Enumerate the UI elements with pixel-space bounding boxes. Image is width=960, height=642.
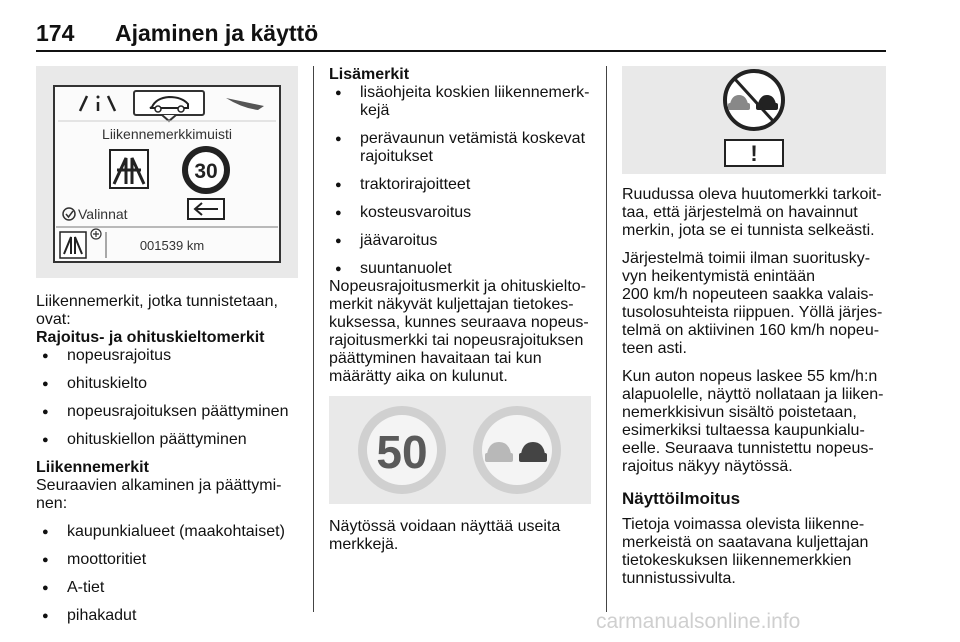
intro-line-2: ovat: <box>36 311 71 328</box>
heading-display-message: Näyttöilmoitus <box>622 489 741 508</box>
intro-line-1: Liikennemerkit, jotka tunnistetaan, <box>36 293 278 310</box>
list-item-line: rajoitukset <box>360 148 433 165</box>
para-line: rajoitusmerkki tai nopeusrajoituksen <box>329 332 584 349</box>
para-line: määrätty aika on kulunut. <box>329 368 508 385</box>
list-item: ● ohituskiellon päättyminen <box>36 431 298 449</box>
watermark: carmanualsonline.info <box>596 610 801 633</box>
intro2-line-1: Seuraavien alkaminen ja päättymi- <box>36 477 282 494</box>
para-line: taa, että järjestelmä on havainnut <box>622 204 858 221</box>
para-line: merkeistä on saatavana kuljettajan <box>622 534 869 551</box>
list-item-line: kejä <box>360 102 390 119</box>
car-tab-icon <box>134 91 204 115</box>
list-item: ● pihakadut <box>36 607 298 625</box>
para-line: Kun auton nopeus laskee 55 km/h:n <box>622 368 878 385</box>
heading-restriction-signs: Rajoitus- ja ohituskieltomerkit <box>36 329 265 346</box>
options-label: Valinnat <box>78 206 128 222</box>
para-line: esimerkiksi tultaessa kaupunkialu- <box>622 422 865 439</box>
heading-traffic-signs: Liikennemerkit <box>36 459 149 476</box>
para-line: tusolosuhteista riippuen. Yöllä järjes- <box>622 304 883 321</box>
display-figure <box>36 66 298 278</box>
para-line: telmä on aktiivinen 160 km/h nopeu- <box>622 322 880 339</box>
list-item: ● jäävaroitus <box>329 232 594 250</box>
list-item <box>329 84 594 120</box>
caption-line: Näytössä voidaan näyttää useita <box>329 518 561 535</box>
para-line: tunnistussivulta. <box>622 570 736 587</box>
para-line: teen asti. <box>622 340 687 357</box>
para-line: eelle. Seuraava tunnistettu nopeus- <box>622 440 874 457</box>
end-restriction-image <box>622 66 886 174</box>
page-header <box>36 20 886 52</box>
para-line: merkin, jota se ei tunnista selkeästi. <box>622 222 875 239</box>
list-item: ● kaupunkialueet (maakohtaiset) <box>36 523 298 541</box>
exclamation-mark: ! <box>750 141 758 166</box>
list-item: ● nopeusrajoitus <box>36 347 298 365</box>
speed-sign-value: 30 <box>194 160 218 183</box>
list-item: ● nopeusrajoituksen päättyminen <box>36 403 298 421</box>
header-rule <box>36 50 886 52</box>
display-title: Liikennemerkkimuisti <box>102 126 232 142</box>
motorway-small-icon <box>60 232 86 258</box>
para-line: päättyminen havaitaan tai kun <box>329 350 542 367</box>
display-screen-image <box>36 66 298 278</box>
para-line: vyn heikentymistä enintään <box>622 268 815 285</box>
caption-line: merkkejä. <box>329 536 399 553</box>
para-line: nemerkkisivun sisältö poistetaan, <box>622 404 857 421</box>
list-item <box>329 130 594 166</box>
column-2 <box>329 66 594 554</box>
para-line: Ruudussa oleva huutomerkki tarkoit- <box>622 186 882 203</box>
para-line: Järjestelmä toimii ilman suoritusky- <box>622 250 871 267</box>
speed-sign-value: 50 <box>376 426 428 478</box>
list-item: ● traktorirajoitteet <box>329 176 594 194</box>
list-item-line: ● lisäohjeita koskien liikennemerk- <box>360 84 590 101</box>
list-item: ● suuntanuolet <box>329 260 594 278</box>
list-item: ● ohituskielto <box>36 375 298 393</box>
para-line: tietokeskuksen liikennemerkkien <box>622 552 852 569</box>
page-number: 174 <box>36 20 75 46</box>
signs-image <box>329 396 591 504</box>
end-restriction-figure <box>622 66 886 174</box>
page-title: Ajaminen ja käyttö <box>115 20 319 46</box>
para-line: merkit näkyvät kuljettajan tietokes- <box>329 296 574 313</box>
intro2-line-2: nen: <box>36 495 68 512</box>
column-divider-1 <box>313 66 314 612</box>
signs-figure <box>329 396 591 504</box>
list-item: ● moottoritiet <box>36 551 298 569</box>
para-line: kuksessa, kunnes seuraava nopeus- <box>329 314 589 331</box>
para-line: rajoitus näkyy näytössä. <box>622 458 793 475</box>
heading-additional-signs: Lisämerkit <box>329 66 410 83</box>
list-item: ● kosteusvaroitus <box>329 204 594 222</box>
column-3 <box>622 66 886 588</box>
para-line: 200 km/h nopeuteen saakka valais- <box>622 286 874 303</box>
list-item: ● A-tiet <box>36 579 298 597</box>
odometer-readout: 001539 km <box>139 238 205 253</box>
list-item-line: ● perävaunun vetämistä koskevat <box>360 130 586 147</box>
column-divider-2 <box>606 66 607 612</box>
para-line: alapuolelle, näyttö nollataan ja liiken- <box>622 386 884 403</box>
para-line: Nopeusrajoitusmerkit ja ohituskielto- <box>329 278 586 295</box>
column-1 <box>36 66 298 625</box>
para-line: Tietoja voimassa olevista liikenne- <box>622 516 865 533</box>
